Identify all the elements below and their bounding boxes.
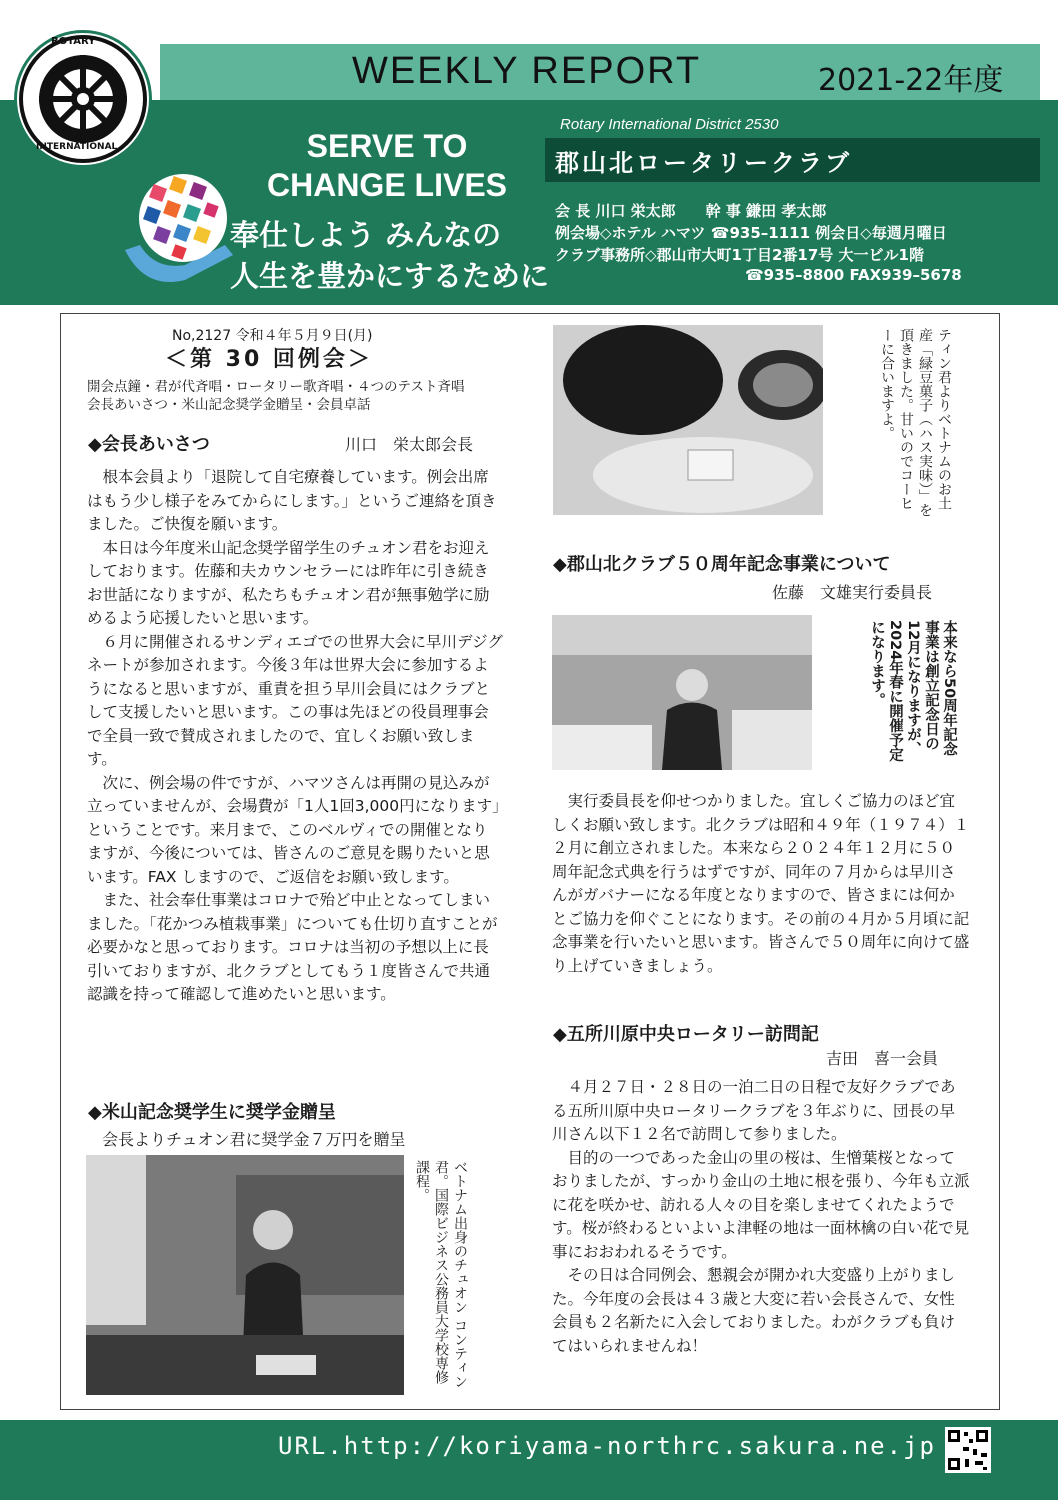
slogan-line-1: 奉仕しよう みんなの bbox=[230, 218, 502, 252]
greeting-paragraph: 根本会員より「退院して自宅療養しています。例会出席はもう少し様子をみてからにします。」というご連絡を頂きました。ご快復を願います。 bbox=[87, 468, 497, 533]
district-label: Rotary International District 2530 bbox=[560, 116, 779, 133]
weekly-report-title: WEEKLY REPORT bbox=[352, 50, 702, 92]
officers-info: 会 長 川口 栄太郎 幹 事 鎌田 孝太郎 bbox=[555, 202, 827, 220]
tea-caption: ティン君よりベトナムのお土産「緑豆菓子（ハス実味）」を頂きました。甘いのでコーヒーに合いますよ。 bbox=[879, 328, 952, 517]
logo-text-bottom: INTERNATIONAL bbox=[36, 142, 118, 152]
visit-paragraph: 目的の一つであった金山の里の桜は、生憎葉桜となっておりましたが、すっかり金山の土地に根を張り、今年も立派に花を咲かせ、訪れる人々の目を楽しませてくれたようです。桜が終わるといよいよ津軽の地は一面林檎の白い花で見事におおわれるそうです。 bbox=[552, 1148, 970, 1261]
scholarship-heading: ◆米山記念奨学生に奨学金贈呈 bbox=[88, 1102, 336, 1123]
greeting-byline: 川口 栄太郎会長 bbox=[345, 435, 474, 454]
greeting-paragraph: また、社会奉仕事業はコロナで殆ど中止となってしまいました。「花かつみ植栽事業」についても仕切り直すことが必要かなと思っております。コロナは当初の予想以上に長引いておりますが、北クラブとしてもう１度皆さんで共通認識を持って確認して進めたいと思います。 bbox=[87, 891, 498, 1003]
qr-code-icon bbox=[945, 1427, 991, 1473]
scholarship-caption: ベトナム出身のチュオン コンティン君。国際ビジネス公務員大学校専修課程。 bbox=[414, 1160, 468, 1389]
greeting-paragraph: 本日は今年度米山記念奨学留学生のチュオン君をお迎えしております。佐藤和夫カウンセラーには昨年に引き続きお世話になりますが、私たちもチュオン君が無事勉学に励めるよう応援したいと思います。 bbox=[87, 538, 490, 627]
anniversary-heading: ◆郡山北クラブ５０周年記念事業について bbox=[553, 554, 891, 575]
theme-line-1: SERVE TO bbox=[306, 128, 468, 164]
club-url-link[interactable]: URL.http://koriyama-northrc.sakura.ne.jp bbox=[278, 1432, 936, 1460]
greeting-body bbox=[87, 466, 503, 1007]
theme-line-2: CHANGE LIVES bbox=[266, 167, 508, 203]
office-address: クラブ事務所◇郡山市大町1丁目2番17号 大一ビル1階 bbox=[555, 246, 924, 264]
visit-heading: ◆五所川原中央ロータリー訪問記 bbox=[553, 1024, 819, 1045]
greeting-heading: ◆会長あいさつ bbox=[88, 434, 210, 455]
tea-photo bbox=[553, 325, 823, 515]
anniversary-caption: 本来なら50周年記念事業は創立記念日の12月になりますが、2024年春に開催予定になります。 bbox=[869, 620, 957, 762]
theme-globe-icon bbox=[115, 160, 235, 290]
visit-byline: 吉田 喜一会員 bbox=[826, 1049, 939, 1068]
visit-paragraph: ４月２７日・２８日の一泊二日の日程で友好クラブである五所川原中央ロータリークラブを３年ぶりに、団長の早川さん以下１２名で訪問して参りました。 bbox=[552, 1078, 956, 1143]
anniversary-body bbox=[552, 790, 970, 978]
logo-text-top: ROTARY bbox=[51, 36, 96, 47]
greeting-paragraph: ６月に開催されるサンディエゴでの世界大会に早川デジグネートが参加されます。今後３年は世界大会に参加するようになると思いますが、重責を担う早川会員にはクラブとして支援したいと思います。この事は先ほどの役員理事会で全員一致で賛成されましたので、宜しくお願い致します。 bbox=[87, 632, 503, 768]
issue-number: No,2127 令和４年５月９日(月) bbox=[172, 328, 373, 344]
club-name: 郡山北ロータリークラブ bbox=[555, 149, 852, 177]
venue-info: 例会場◇ホテル ハマツ ☎935–1111 例会日◇毎週月曜日 bbox=[555, 224, 947, 242]
fiscal-year: 2021-22年度 bbox=[818, 63, 1004, 98]
greeting-paragraph: 次に、例会場の件ですが、ハマツさんは再開の見込みが立っていませんが、会場費が「1人1回3,000円になります」ということです。来月まで、このベルヴィでの開催となりますが、今後については、皆さんのご意見を賜りたいと思います。FAX しますので、ご返信をお願い致します。 bbox=[87, 773, 500, 886]
anniversary-byline: 佐藤 文雄実行委員長 bbox=[772, 583, 933, 602]
scholarship-lead: 会長よりチュオン君に奨学金７万円を贈呈 bbox=[102, 1130, 406, 1149]
visit-paragraph: その日は合同例会、懇親会が開かれ大変盛り上がりました。今年度の会長は４３歳と大変に若い会長さんで、女性会員も２名新たに入会しておりました。わがクラブも負けてはいられませんね！ bbox=[552, 1266, 956, 1355]
visit-body bbox=[552, 1076, 970, 1358]
office-contact: ☎935–8800 FAX939–5678 bbox=[745, 266, 962, 284]
agenda-line-2: 会長あいさつ・米山記念奨学金贈呈・会員卓話 bbox=[87, 397, 371, 413]
meeting-title: ＜第 30 回例会＞ bbox=[165, 347, 373, 372]
scholarship-photo bbox=[86, 1155, 404, 1395]
anniversary-paragraph: 実行委員長を仰せつかりました。宜しくご協力のほど宜しくお願い致します。北クラブは昭和４９年（１９７４）１２月に創立されました。本来なら２０２４年１２月に５０周年記念式典を行うはずですが、同年の７月からは早川さんがガバナーになる年度となりますので、皆さまには何かとご協力を仰ぐことになります。その前の４月か５月頃に記念事業を行いたいと思います。皆さんで５０周年に向けて盛り上げていきましょう。 bbox=[552, 792, 970, 975]
slogan-line-2: 人生を豊かにするために bbox=[230, 259, 550, 293]
agenda-line-1: 開会点鐘・君が代斉唱・ロータリー歌斉唱・４つのテスト斉唱 bbox=[87, 379, 465, 395]
anniversary-photo bbox=[552, 615, 812, 770]
